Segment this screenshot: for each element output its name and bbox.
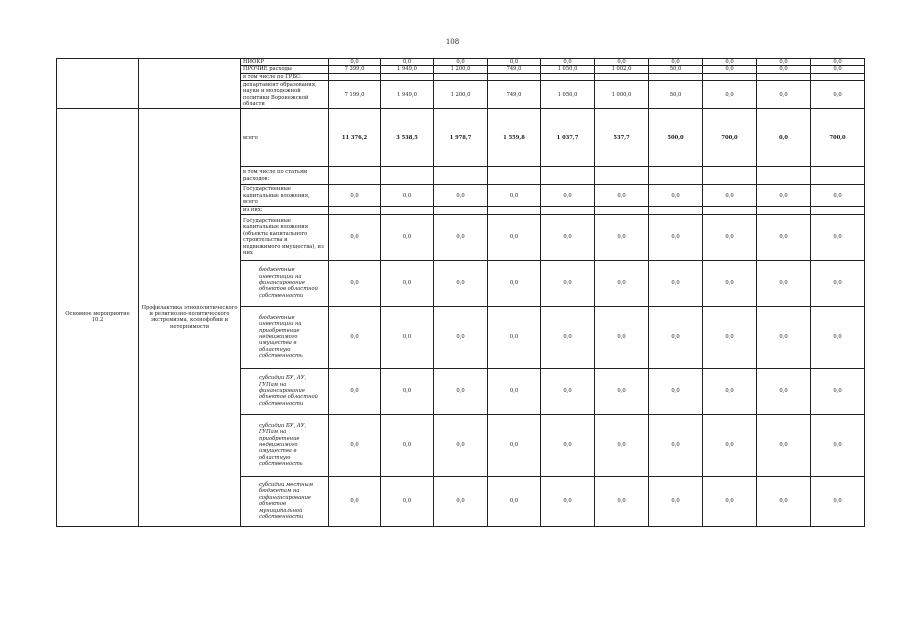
value-cell: 1 978,7 (434, 109, 488, 167)
value-cell: 537,7 (595, 109, 649, 167)
row-label: бюджетные инвестиции на финансирование объектов областной собственности (241, 260, 329, 306)
value-cell: 1 200,0 (434, 66, 488, 73)
value-cell: 0,0 (811, 59, 865, 66)
value-cell: 0,0 (811, 368, 865, 414)
value-cell (381, 73, 434, 80)
value-cell: 0,0 (703, 260, 757, 306)
value-cell (811, 73, 865, 80)
value-cell: 11 376,2 (329, 109, 381, 167)
value-cell: 700,0 (703, 109, 757, 167)
value-cell: 0,0 (595, 59, 649, 66)
value-cell: 0,0 (434, 59, 488, 66)
value-cell: 0,0 (757, 59, 811, 66)
value-cell: 0,0 (757, 414, 811, 476)
value-cell: 0,0 (595, 260, 649, 306)
value-cell (381, 207, 434, 214)
value-cell: 0,0 (595, 414, 649, 476)
value-cell: 0,0 (329, 368, 381, 414)
value-cell (434, 167, 488, 185)
value-cell: 0,0 (381, 306, 434, 368)
value-cell: 0,0 (703, 185, 757, 207)
value-cell: 0,0 (811, 66, 865, 73)
value-cell: 0,0 (649, 185, 703, 207)
value-cell: 1 949,0 (381, 66, 434, 73)
row-label: субсидии БУ, АУ, ГУПам на финансирование объектов областной собственности (241, 368, 329, 414)
table-row (57, 59, 865, 66)
value-cell: 0,0 (757, 109, 811, 167)
value-cell: 0,0 (381, 260, 434, 306)
value-cell: 0,0 (649, 59, 703, 66)
value-cell: 0,0 (541, 59, 595, 66)
value-cell: 0,0 (488, 260, 541, 306)
row-label: всего (241, 109, 329, 167)
value-cell: 0,0 (649, 260, 703, 306)
value-cell (595, 207, 649, 214)
value-cell: 749,0 (488, 66, 541, 73)
value-cell: 0,0 (381, 214, 434, 260)
value-cell: 0,0 (434, 306, 488, 368)
value-cell: 0,0 (811, 81, 865, 109)
value-cell: 3 538,5 (381, 109, 434, 167)
value-cell: 0,0 (703, 59, 757, 66)
blank-cell (57, 59, 139, 109)
value-cell: 1 949,0 (381, 81, 434, 109)
value-cell: 0,0 (434, 260, 488, 306)
value-cell: 0,0 (488, 414, 541, 476)
row-label: субсидии БУ, АУ, ГУПам на приобретение недвижимого имущества в областную собственность (241, 414, 329, 476)
value-cell: 1 559,8 (488, 109, 541, 167)
value-cell: 1 037,7 (541, 109, 595, 167)
value-cell: 0,0 (488, 368, 541, 414)
value-cell: 0,0 (757, 306, 811, 368)
value-cell (757, 73, 811, 80)
value-cell: 0,0 (488, 214, 541, 260)
value-cell (329, 207, 381, 214)
value-cell: 7 399,0 (329, 66, 381, 73)
row-label: Государственные капитальные вложения (объекты капитального строительства и недвижимого имущества), из них (241, 214, 329, 260)
value-cell (649, 207, 703, 214)
value-cell: 0,0 (649, 414, 703, 476)
page-number: 108 (445, 38, 460, 46)
value-cell: 0,0 (541, 306, 595, 368)
value-cell: 0,0 (595, 368, 649, 414)
value-cell: 0,0 (703, 66, 757, 73)
value-cell: 700,0 (811, 109, 865, 167)
value-cell: 0,0 (595, 476, 649, 526)
value-cell: 0,0 (541, 414, 595, 476)
value-cell: 0,0 (703, 306, 757, 368)
value-cell (541, 207, 595, 214)
value-cell: 0,0 (541, 476, 595, 526)
value-cell (811, 167, 865, 185)
row-label: субсидии местным бюджетам на софинансирование объектов муниципальной собственности (241, 476, 329, 526)
value-cell: 0,0 (329, 476, 381, 526)
value-cell: 0,0 (757, 214, 811, 260)
value-cell (541, 167, 595, 185)
row-label: департамент образования, науки и молодежной политики Воронежской области (241, 81, 329, 109)
value-cell: 0,0 (649, 306, 703, 368)
value-cell: 0,0 (649, 368, 703, 414)
value-cell (541, 73, 595, 80)
value-cell: 0,0 (329, 306, 381, 368)
value-cell: 0,0 (757, 81, 811, 109)
value-cell: 0,0 (649, 214, 703, 260)
value-cell (703, 167, 757, 185)
value-cell: 0,0 (329, 185, 381, 207)
value-cell: 0,0 (811, 414, 865, 476)
value-cell: 0,0 (757, 260, 811, 306)
value-cell (703, 207, 757, 214)
value-cell (329, 167, 381, 185)
value-cell: 0,0 (381, 368, 434, 414)
value-cell: 0,0 (541, 260, 595, 306)
value-cell (757, 207, 811, 214)
value-cell: 0,0 (703, 214, 757, 260)
value-cell: 0,0 (329, 214, 381, 260)
blank-cell (139, 59, 241, 109)
row-label: бюджетные инвестиции на приобретение недвижимого имущества в областную собственность (241, 306, 329, 368)
value-cell: 50,0 (649, 66, 703, 73)
value-cell: 0,0 (649, 476, 703, 526)
value-cell: 500,0 (649, 109, 703, 167)
value-cell (649, 167, 703, 185)
value-cell: 0,0 (381, 476, 434, 526)
value-cell (434, 73, 488, 80)
value-cell: 0,0 (381, 185, 434, 207)
value-cell: 0,0 (703, 414, 757, 476)
value-cell: 0,0 (329, 59, 381, 66)
value-cell: 0,0 (541, 214, 595, 260)
value-cell: 0,0 (434, 214, 488, 260)
value-cell: 0,0 (488, 59, 541, 66)
value-cell: 0,0 (488, 185, 541, 207)
value-cell: 749,0 (488, 81, 541, 109)
value-cell (757, 167, 811, 185)
value-cell: 0,0 (757, 185, 811, 207)
value-cell: 1 002,0 (595, 66, 649, 73)
value-cell: 1 200,0 (434, 81, 488, 109)
value-cell: 0,0 (381, 59, 434, 66)
value-cell: 7 199,0 (329, 81, 381, 109)
value-cell: 0,0 (811, 185, 865, 207)
row-label: НИОКР (241, 59, 329, 66)
value-cell: 1 050,0 (541, 81, 595, 109)
value-cell: 0,0 (541, 185, 595, 207)
value-cell (488, 207, 541, 214)
value-cell (595, 73, 649, 80)
value-cell: 0,0 (381, 414, 434, 476)
value-cell: 0,0 (757, 66, 811, 73)
value-cell (595, 167, 649, 185)
value-cell: 0,0 (434, 476, 488, 526)
value-cell: 1 000,0 (595, 81, 649, 109)
value-cell: 0,0 (757, 368, 811, 414)
value-cell: 0,0 (434, 185, 488, 207)
event-code: Основное мероприятие 10.2 (57, 109, 139, 526)
value-cell: 0,0 (488, 306, 541, 368)
value-cell: 0,0 (811, 306, 865, 368)
row-label: в том числе по статьям расходов: (241, 167, 329, 185)
value-cell: 1 050,0 (541, 66, 595, 73)
value-cell: 0,0 (757, 476, 811, 526)
value-cell (811, 207, 865, 214)
value-cell (649, 73, 703, 80)
value-cell: 0,0 (703, 368, 757, 414)
value-cell: 0,0 (434, 368, 488, 414)
value-cell (381, 167, 434, 185)
value-cell: 0,0 (488, 476, 541, 526)
value-cell: 0,0 (811, 476, 865, 526)
budget-table (56, 58, 865, 527)
row-label: из них: (241, 207, 329, 214)
value-cell: 0,0 (329, 260, 381, 306)
table-row (57, 109, 865, 167)
value-cell: 50,0 (649, 81, 703, 109)
value-cell: 0,0 (595, 306, 649, 368)
value-cell: 0,0 (329, 414, 381, 476)
value-cell (329, 73, 381, 80)
value-cell: 0,0 (595, 214, 649, 260)
value-cell: 0,0 (811, 260, 865, 306)
value-cell: 0,0 (703, 476, 757, 526)
value-cell (488, 167, 541, 185)
value-cell: 0,0 (811, 214, 865, 260)
value-cell (434, 207, 488, 214)
value-cell: 0,0 (541, 368, 595, 414)
row-label: ПРОЧИЕ расходы (241, 66, 329, 73)
event-name: Профилактика этнополитического и религиозно-политического экстремизма, ксенофобии и нетерпимости (139, 109, 241, 526)
value-cell: 0,0 (703, 81, 757, 109)
value-cell (703, 73, 757, 80)
value-cell (488, 73, 541, 80)
row-label: в том числе по ГРБС: (241, 73, 329, 80)
row-label: Государственные капитальные вложения, всего (241, 185, 329, 207)
value-cell: 0,0 (434, 414, 488, 476)
value-cell: 0,0 (595, 185, 649, 207)
